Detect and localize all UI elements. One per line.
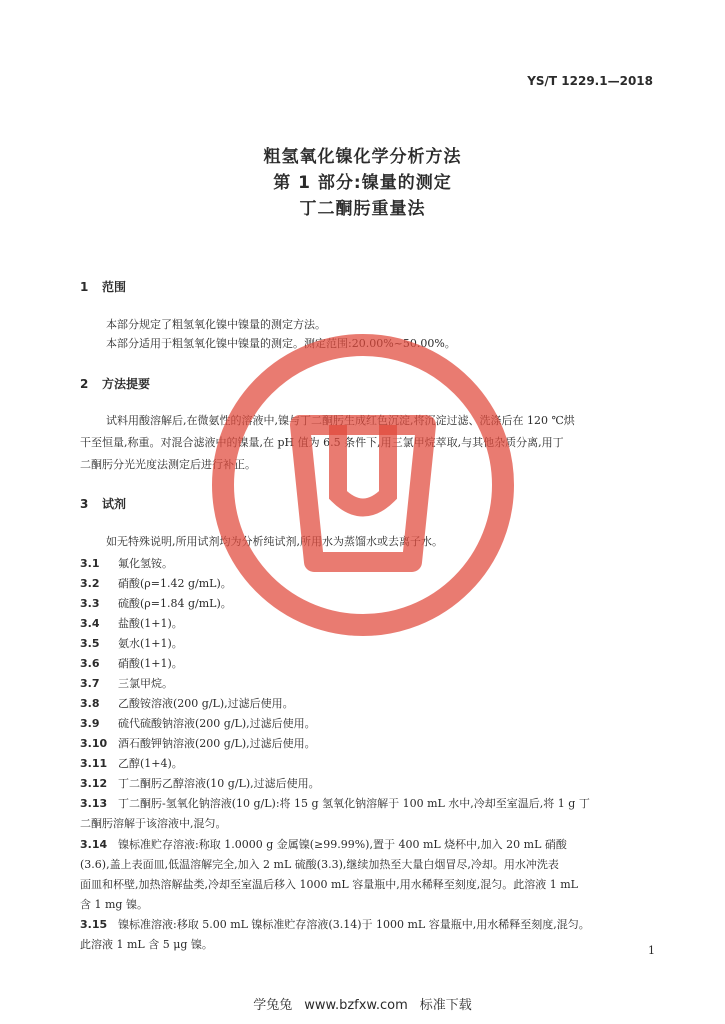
section-3-intro: 如无特殊说明,所用试剂均为分析纯试剂,所用水为蒸馏水或去离子水。: [106, 535, 443, 548]
reagent-item-continuation: 面皿和杯壁,加热溶解盐类,冷却至室温后移入 1000 mL 容量瓶中,用水稀释至刻度,混匀。此溶液 1 mL: [80, 878, 578, 891]
item-text: 丁二酮肟-氢氧化钠溶液(10 g/L):将 15 g 氢氧化钠溶解于 100 mL 水中,冷却至室温后,将 1 g 丁: [118, 797, 590, 810]
document-title-line2: 第 1 部分:镍量的测定: [273, 173, 452, 193]
item-number: 3.8: [80, 697, 100, 710]
item-text: 氟化氢铵。: [118, 557, 173, 570]
item-text: 氨水(1+1)。: [118, 637, 183, 650]
reagent-item-continuation: 二酮肟溶解于该溶液中,混匀。: [80, 817, 227, 830]
document-title-line3: 丁二酮肟重量法: [299, 199, 426, 219]
section-title: 试剂: [102, 497, 127, 511]
page-number: 1: [648, 944, 655, 957]
section-number: 2: [80, 377, 89, 391]
item-text: 镍标准溶液:移取 5.00 mL 镍标准贮存溶液(3.14)于 1000 mL 容量瓶中,用水稀释至刻度,混匀。: [118, 918, 590, 931]
item-number: 3.2: [80, 577, 100, 590]
section-number: 3: [80, 497, 89, 511]
item-text: 盐酸(1+1)。: [118, 617, 183, 630]
reagent-item-continuation: 含 1 mg 镍。: [80, 898, 148, 911]
item-text: 酒石酸钾钠溶液(200 g/L),过滤后使用。: [118, 737, 316, 750]
reagent-item: [80, 595, 232, 611]
item-number: 3.10: [80, 737, 108, 750]
item-number: 3.7: [80, 677, 100, 690]
reagent-item: [80, 695, 294, 711]
site-footer: [0, 994, 725, 1013]
reagent-item: [80, 555, 173, 571]
item-number: 3.6: [80, 657, 100, 670]
reagent-item: [80, 655, 183, 671]
item-text: 硝酸(ρ=1.42 g/mL)。: [118, 577, 232, 590]
section-2-line-3: 二酮肟分光光度法测定后进行补正。: [80, 458, 256, 471]
section-1-heading: [80, 278, 126, 295]
reagent-item: [80, 675, 173, 691]
section-title: 方法提要: [102, 377, 151, 391]
footer-slogan: 标准下载: [419, 998, 472, 1013]
item-number: 3.9: [80, 717, 100, 730]
watermark-logo-icon: [208, 330, 518, 640]
reagent-item-continuation: (3.6),盖上表面皿,低温溶解完全,加入 2 mL 硫酸(3.3),继续加热至大量白烟冒尽,冷却。用水冲洗表: [80, 858, 559, 871]
item-text: 硫代硫酸钠溶液(200 g/L),过滤后使用。: [118, 717, 316, 730]
reagent-item: [80, 795, 590, 811]
section-1-para-1: 本部分规定了粗氢氧化镍中镍量的测定方法。: [106, 318, 326, 331]
reagent-item: [80, 775, 320, 791]
reagent-item: [80, 575, 232, 591]
item-text: 硝酸(1+1)。: [118, 657, 183, 670]
item-number: 3.12: [80, 777, 108, 790]
item-text: 乙醇(1+4)。: [118, 757, 183, 770]
item-text: 硫酸(ρ=1.84 g/mL)。: [118, 597, 232, 610]
item-number: 3.5: [80, 637, 100, 650]
section-number: 1: [80, 280, 89, 294]
section-2-line-1: 试料用酸溶解后,在微氨性的溶液中,镍与丁二酮肟生成红色沉淀,将沉淀过滤、洗涤后在 120 ℃烘: [106, 414, 575, 427]
item-number: 3.13: [80, 797, 108, 810]
section-1-para-2: 本部分适用于粗氢氧化镍中镍量的测定。测定范围:20.00%~50.00%。: [106, 337, 456, 350]
reagent-item: [80, 715, 316, 731]
section-title: 范围: [102, 280, 127, 294]
item-number: 3.15: [80, 918, 108, 931]
item-number: 3.4: [80, 617, 100, 630]
reagent-item: [80, 735, 316, 751]
section-2-heading: [80, 375, 150, 392]
reagent-item: [80, 836, 567, 852]
item-number: 3.3: [80, 597, 100, 610]
item-text: 镍标准贮存溶液:称取 1.0000 g 金属镍(≥99.99%),置于 400 mL 烧杯中,加入 20 mL 硝酸: [118, 838, 567, 851]
item-number: 3.1: [80, 557, 100, 570]
item-text: 三氯甲烷。: [118, 677, 173, 690]
footer-site-name: 学兔兔: [253, 998, 293, 1013]
item-number: 3.11: [80, 757, 108, 770]
section-2-line-2: 干至恒量,称重。对混合滤液中的镍量,在 pH 值为 6.5 条件下,用三氯甲烷萃取,与其他杂质分离,用丁: [80, 436, 564, 449]
reagent-item: [80, 615, 183, 631]
reagent-item: [80, 635, 183, 651]
document-title-line1: 粗氢氧化镍化学分析方法: [263, 147, 462, 167]
item-text: 乙酸铵溶液(200 g/L),过滤后使用。: [118, 697, 294, 710]
footer-url[interactable]: www.bzfxw.com: [304, 998, 408, 1013]
reagent-item-continuation: 此溶液 1 mL 含 5 μg 镍。: [80, 938, 213, 951]
item-number: 3.14: [80, 838, 108, 851]
section-3-heading: [80, 495, 126, 512]
standard-number: YS/T 1229.1—2018: [527, 74, 653, 88]
reagent-item: [80, 755, 183, 771]
reagent-item: [80, 916, 590, 932]
item-text: 丁二酮肟乙醇溶液(10 g/L),过滤后使用。: [118, 777, 320, 790]
